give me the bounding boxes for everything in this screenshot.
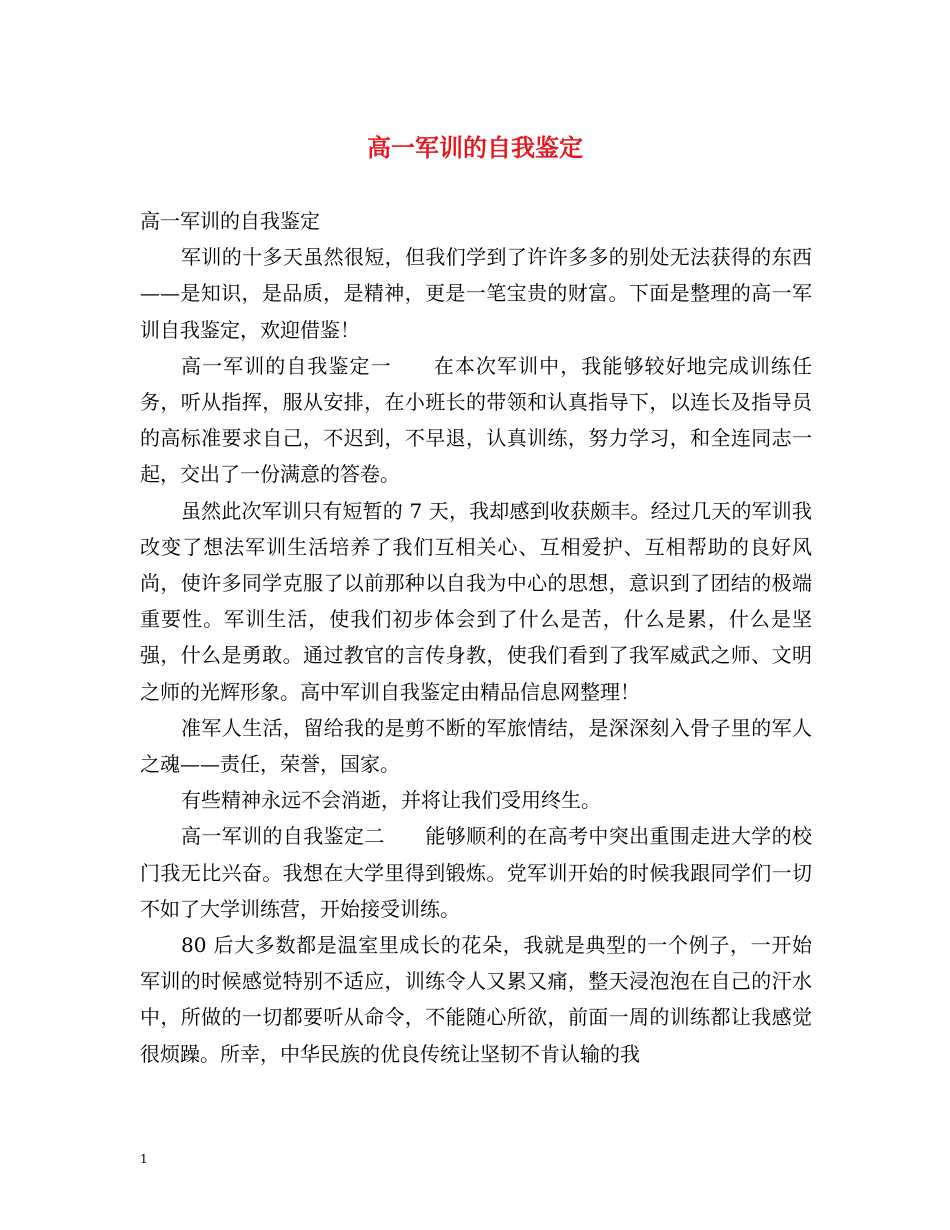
paragraph-post-80s: 80 后大多数都是温室里成长的花朵，我就是典型的一个例子，一开始军训的时候感觉特别不适应，训练令人又累又痛，整天浸泡泡在自己的汗水中，所做的一切都要听从命令，不能随心所欲，前面一周的训练都让我感觉很烦躁。所幸，中华民族的优良传统让坚韧不肯认输的我 — [140, 933, 812, 1066]
page-number: 1 — [140, 1152, 148, 1166]
paragraph-spirit: 有些精神永远不会消逝，并将让我们受用终生。 — [181, 788, 601, 813]
paragraph-soldier-life: 准军人生活，留给我的是剪不断的军旅情结，是深深刻入骨子里的军人之魂——责任，荣誉，国家。 — [140, 715, 812, 777]
paragraph-intro: 军训的十多天虽然很短，但我们学到了许许多多的别处无法获得的东西——是知识，是品质，是精神，更是一笔宝贵的财富。下面是整理的高一军训自我鉴定，欢迎借鉴！ — [140, 245, 812, 342]
document-title: 高一军训的自我鉴定 — [367, 133, 583, 162]
document-body — [140, 203, 812, 1072]
paragraph-self-assessment-one: 高一军训的自我鉴定一 在本次军训中，我能够较好地完成训练任务，听从指挥，服从安排，在小班长的带领和认真指导下，以连长及指导员的高标准要求自己，不迟到，不早退，认真训练，努力学习，和全连同志一起，交出了一份满意的答卷。 — [140, 353, 812, 487]
paragraph-self-assessment-two: 高一军训的自我鉴定二 能够顺利的在高考中突出重围走进大学的校门我无比兴奋。我想在大学里得到锻炼。党军训开始的时候我跟同学们一切不如了大学训练营，开始接受训练。 — [140, 824, 812, 921]
paragraph-harvest: 虽然此次军训只有短暂的 7 天，我却感到收获颇丰。经过几天的军训我改变了想法军训生活培养了我们互相关心、互相爱护、互相帮助的良好风尚，使许多同学克服了以前那种以自我为中心的思想，意识到了团结的极端重要性。军训生活，使我们初步体会到了什么是苦，什么是累，什么是坚强，什么是勇敢。通过教官的言传身教，使我们看到了我军威武之师、文明之师的光辉形象。高中军训自我鉴定由精品信息网整理！ — [140, 498, 812, 704]
paragraph-heading: 高一军训的自我鉴定 — [140, 209, 320, 233]
